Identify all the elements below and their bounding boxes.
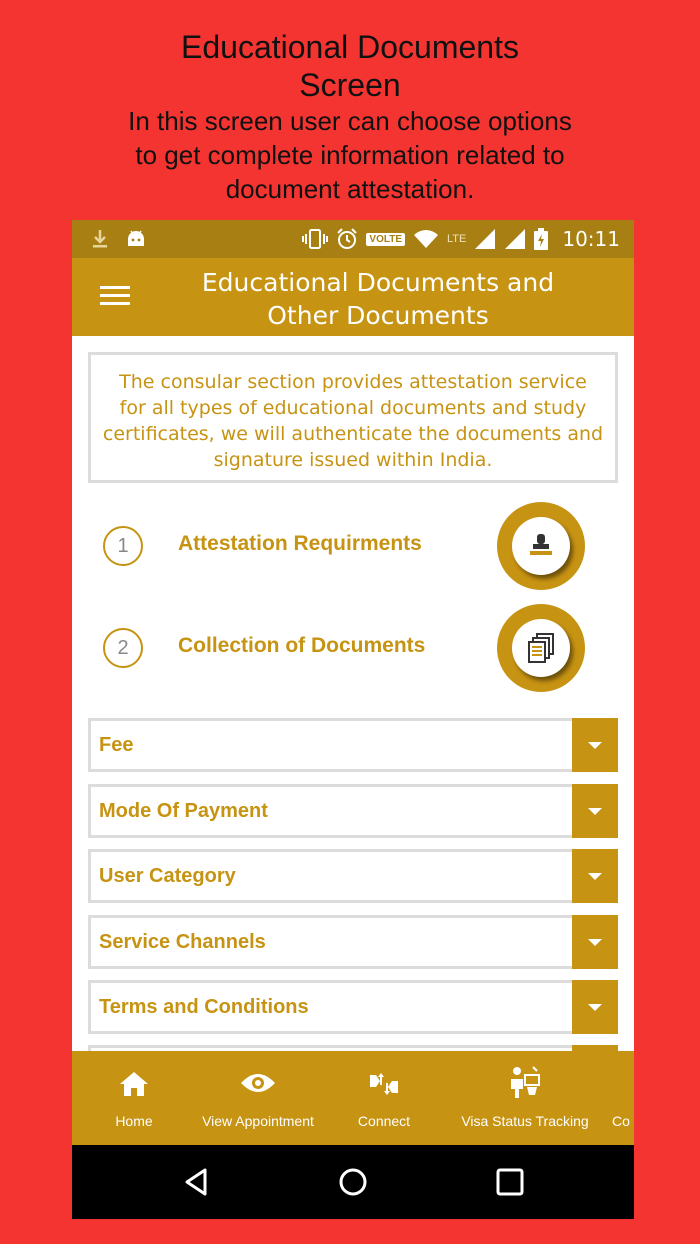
accordion-label: Fee xyxy=(99,734,134,756)
battery-icon xyxy=(534,228,548,250)
nav-label: Connect xyxy=(357,1113,411,1129)
accordion-mode-of-payment[interactable] xyxy=(88,784,618,838)
hamburger-menu-icon[interactable] xyxy=(100,286,130,308)
nav-item-connect[interactable] xyxy=(344,1051,424,1145)
page-title xyxy=(182,266,574,332)
promo-description xyxy=(0,104,700,206)
info-line: certificates, we will authenticate the documents and xyxy=(102,423,604,445)
accordion-fee[interactable] xyxy=(88,718,618,772)
back-icon[interactable] xyxy=(182,1167,212,1197)
option-label: Attestation Requirments xyxy=(178,532,422,555)
accordion-terms-and-conditions[interactable] xyxy=(88,980,618,1034)
accordion-user-category[interactable] xyxy=(88,849,618,903)
signal-icon xyxy=(504,228,526,250)
home-icon xyxy=(119,1071,149,1097)
promo-title xyxy=(0,28,700,104)
status-time: 10:11 xyxy=(562,227,620,251)
alarm-icon xyxy=(336,228,358,250)
chevron-down-icon[interactable] xyxy=(572,718,618,772)
promo-title-line: Educational Documents xyxy=(181,29,519,65)
nav-label: Visa Status Tracking xyxy=(461,1113,589,1129)
nav-label: View Appointment xyxy=(202,1113,314,1129)
lte-label: LTE xyxy=(447,233,467,245)
promo-desc-line: document attestation. xyxy=(225,174,475,204)
system-navigation-bar xyxy=(72,1145,634,1219)
signal-icon xyxy=(474,228,496,250)
option-label: Collection of Documents xyxy=(178,634,426,657)
nav-item-home[interactable] xyxy=(94,1051,174,1145)
main-content xyxy=(72,336,634,1051)
volte-badge: VOLTE xyxy=(366,233,405,246)
recents-icon[interactable] xyxy=(495,1167,525,1197)
accordion-service-channels[interactable] xyxy=(88,915,618,969)
connect-icon xyxy=(367,1071,401,1097)
download-icon xyxy=(92,229,108,249)
nav-label: Co xyxy=(612,1113,630,1129)
wifi-icon xyxy=(413,229,439,249)
nav-item-view-appointment[interactable] xyxy=(198,1051,318,1145)
chevron-down-icon[interactable] xyxy=(572,915,618,969)
accordion-label: Service Channels xyxy=(99,931,266,953)
info-line: signature issued within India. xyxy=(213,449,493,471)
option-collection-of-documents[interactable] xyxy=(72,604,634,694)
eye-icon xyxy=(240,1071,276,1095)
chevron-down-icon[interactable] xyxy=(572,784,618,838)
option-number: 2 xyxy=(103,628,143,668)
status-bar xyxy=(72,220,634,258)
chevron-down-icon[interactable] xyxy=(572,980,618,1034)
info-box xyxy=(88,352,618,483)
accordion-label: Mode Of Payment xyxy=(99,800,268,822)
tracking-icon xyxy=(507,1065,543,1099)
phone-screen xyxy=(72,220,634,1219)
bottom-navigation xyxy=(72,1051,634,1145)
accordion-label: User Category xyxy=(99,865,236,887)
page-title-line: Other Documents xyxy=(267,301,489,330)
android-icon xyxy=(126,230,146,248)
info-line: The consular section provides attestation service xyxy=(119,371,587,393)
option-number: 1 xyxy=(103,526,143,566)
info-line: for all types of educational documents and study xyxy=(119,397,587,419)
nav-item-visa-status-tracking[interactable] xyxy=(458,1051,592,1145)
option-attestation-requirements[interactable] xyxy=(72,502,634,592)
home-button-icon[interactable] xyxy=(338,1167,368,1197)
promo-desc-line: to get complete information related to xyxy=(135,140,565,170)
promo-desc-line: In this screen user can choose options xyxy=(128,106,572,136)
promo-title-line: Screen xyxy=(299,67,401,103)
nav-label: Home xyxy=(115,1113,153,1129)
accordion-label: Terms and Conditions xyxy=(99,996,309,1018)
vibrate-icon xyxy=(302,229,328,249)
documents-icon[interactable] xyxy=(497,604,585,692)
app-bar xyxy=(72,258,634,336)
nav-item-overflow[interactable] xyxy=(612,1051,634,1145)
stamp-icon[interactable] xyxy=(497,502,585,590)
chevron-down-icon[interactable] xyxy=(572,849,618,903)
page-title-line: Educational Documents and xyxy=(201,268,555,297)
